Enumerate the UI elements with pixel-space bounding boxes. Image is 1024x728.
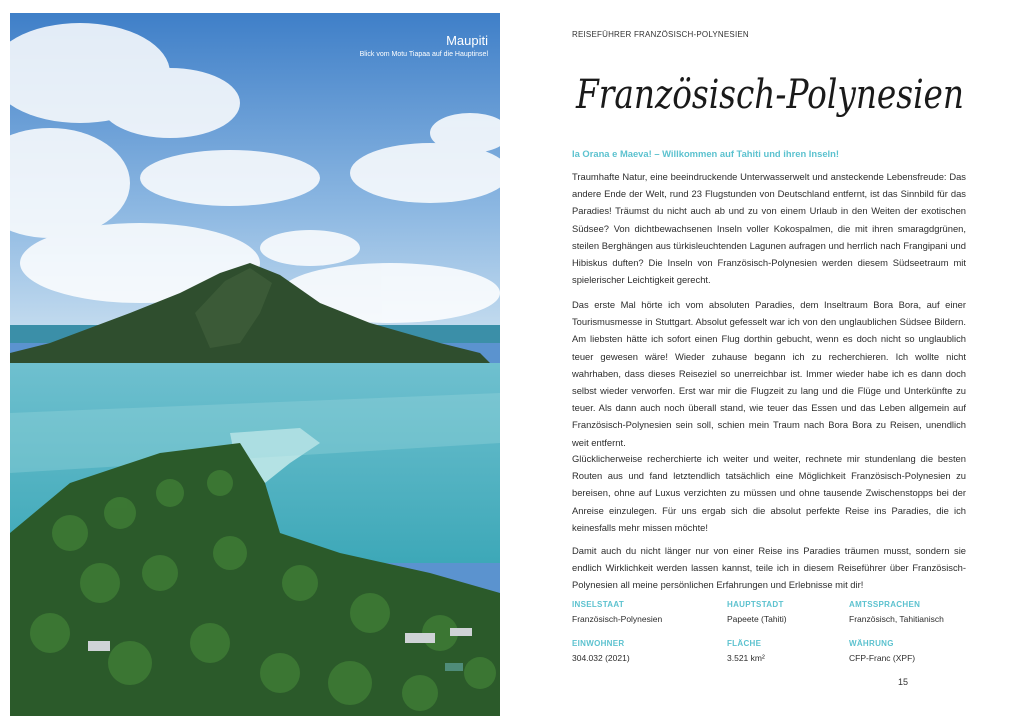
lead-heading: Ia Orana e Maeva! – Willkommen auf Tahiti und ihren Inseln! [572, 148, 839, 159]
fact-value: Französisch-Polynesien [572, 614, 663, 624]
paragraph-2: Das erste Mal hörte ich vom absoluten Paradies, dem Inseltraum Bora Bora, auf einer Tourismusmesse in Stuttgart. Absolut gefesselt war ich von den unglaublichen Südsee Bildern. Am liebsten hätte ich sofort einen Flug dorthin gebucht, wenn es doch nicht so unglaublich teuer gewesen wäre! Wieder zuhause begann ich zu recherchieren. Ich wollte nicht wahrhaben, dass dieses Reiseziel so unerreichbar ist. Immer wieder habe ich es dann doch selbst wieder verworfen. Erst war mir die Flugzeit zu lang und die Flüge und Unterkünfte zu teuer. Als dann auch noch überall stand, wie teuer das Essen und das Leben allgemein auf Französisch-Polynesien sein soll, schien mein Traum nach Bora Bora zu Reisen, unendlich weit entfernt. [572, 299, 966, 448]
fact-value: Papeete (Tahiti) [727, 614, 787, 624]
fact-capital [727, 600, 787, 624]
fact-languages [849, 600, 944, 624]
fact-label: INSELSTAAT [572, 600, 625, 609]
fact-area [727, 639, 765, 663]
paragraph-3: Glücklicherweise recherchierte ich weiter und weiter, rechnete mir stundenlang die besten Routen aus und fand letztendlich tatsächlich eine Möglichkeit Französisch-Polynesien zu bereisen, ohne auf Luxus verzichten zu müssen und ohne tausende Zwischenstopps bei der Anreise einzulegen. Für uns ergab sich die absolut perfekte Reise ins Paradies, die ich keinesfalls mehr missen möchte! [572, 453, 966, 533]
fact-label: HAUPTSTADT [727, 600, 784, 609]
article-page [572, 0, 966, 728]
fact-label: WÄHRUNG [849, 639, 894, 648]
fact-label: EINWOHNER [572, 639, 625, 648]
photo-caption-subtitle: Blick vom Motu Tiapaa auf die Hauptinsel [359, 51, 488, 58]
page-number: 15 [897, 677, 908, 687]
fact-island-state [572, 600, 662, 624]
cover-photo [10, 13, 500, 716]
photo-caption-title: Maupiti [446, 33, 488, 48]
paragraph-1: Traumhafte Natur, eine beeindruckende Unterwasserwelt und ansteckende Lebensfreude: Das andere Ende der Welt, rund 23 Flugstunden von Deutschland entfernt, ist das Sinnbild für das Paradies! Träumst du nicht auch ab und zu von einem Urlaub in den Weiten der exotischen Südsee? Von dichtbewachsenen Inseln voller Kokospalmen, die mit ihren smaragdgrünen, steilen Berghängen aus türkisleuchtenden Lagunen aufragen und herrlich nach Frangipani und Hibiskus duften? Die Inseln von Französisch-Polynesien werden diesem Südseetraum mit spielerischer Leichtigkeit gerecht. [572, 171, 966, 286]
fact-value: 304.032 (2021) [572, 653, 630, 663]
script-title [574, 52, 968, 130]
fact-label: FLÄCHE [727, 639, 762, 648]
fact-value: Französisch, Tahitianisch [849, 614, 944, 624]
fact-label: AMTSSPRACHEN [849, 600, 921, 609]
fact-currency [849, 639, 915, 663]
paragraph-4: Damit auch du nicht länger nur von einer Reise ins Paradies träumen musst, sondern sie endlich Wirklichkeit werden lassen kannst, teile ich in diesem Reiseführer über Französisch-Polynesien all meine persönlichen Erfahrungen und Erlebnisse mit dir! [572, 545, 966, 591]
fact-population [572, 639, 630, 663]
island-photo-illustration [10, 13, 500, 716]
section-kicker: REISEFÜHRER FRANZÖSISCH-POLYNESIEN [572, 30, 749, 39]
fact-value: CFP-Franc (XPF) [849, 653, 916, 663]
page-title: Französisch-Polynesien [575, 72, 964, 118]
facts-grid [572, 600, 966, 670]
fact-value: 3.521 km² [727, 653, 765, 663]
